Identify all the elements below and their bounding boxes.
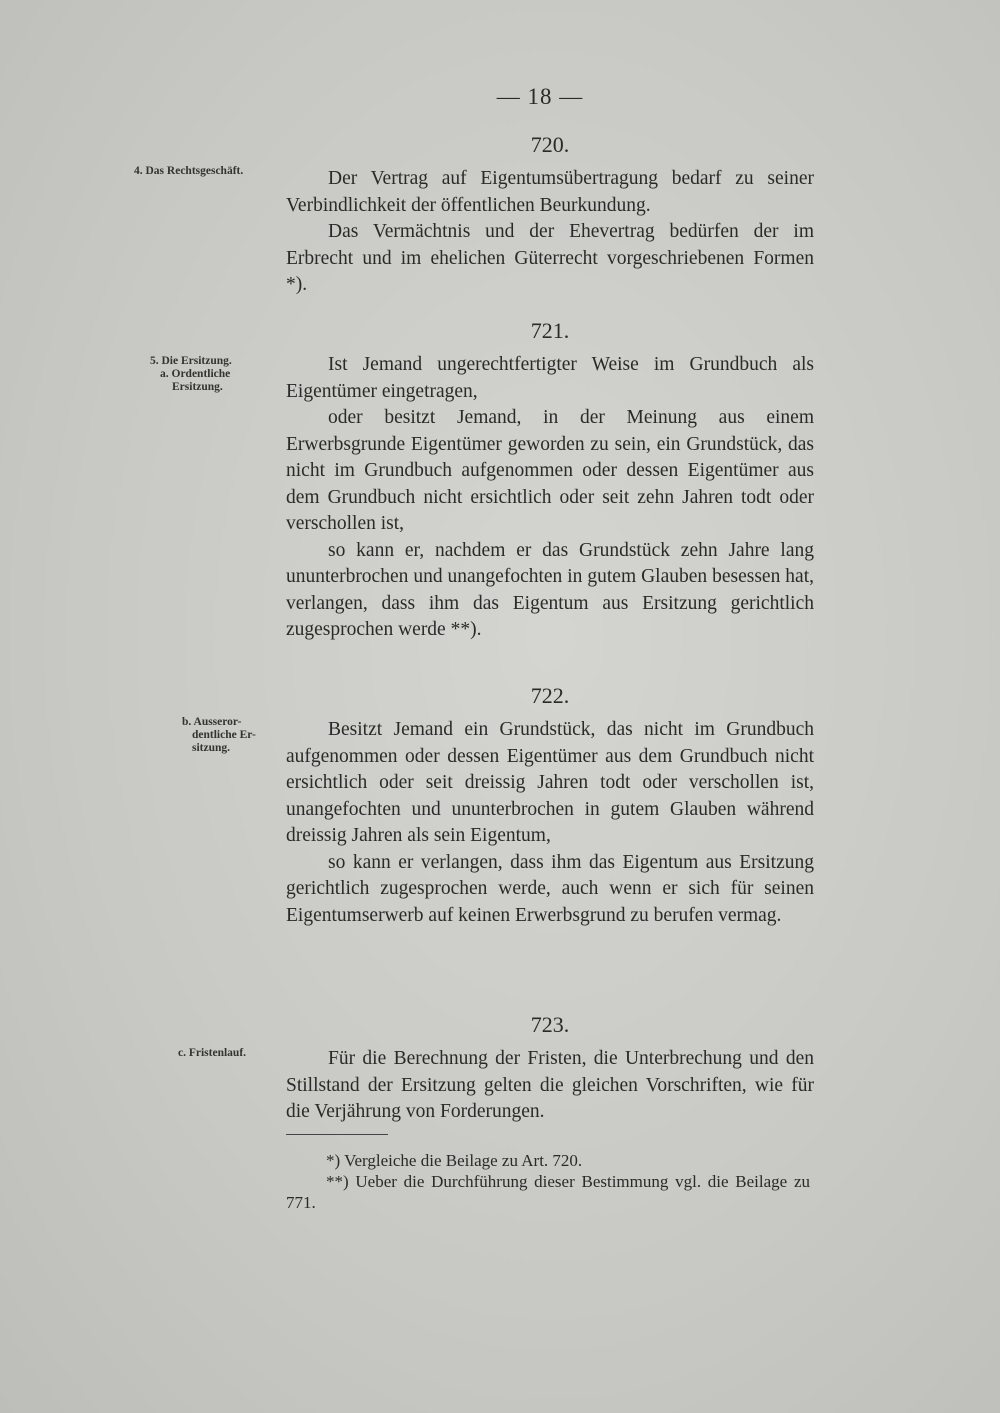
footnote: *) Vergleiche die Beilage zu Art. 720. bbox=[326, 1151, 583, 1170]
article-paragraph: Der Vertrag auf Eigentumsübertragung bedarf zu seiner Verbindlichkeit der öffentlichen Beurkundung. bbox=[286, 168, 814, 216]
article-number: 723. bbox=[530, 1012, 570, 1037]
article-paragraph: Ist Jemand ungerechtfertigter Weise im Grundbuch als Eigentümer eingetragen, bbox=[286, 354, 814, 402]
margin-note-720 bbox=[134, 165, 243, 178]
footnotes bbox=[286, 1150, 810, 1213]
article-paragraph: oder besitzt Jemand, in der Meinung aus einem Erwerbsgrunde Eigentümer geworden zu sein, ein Grundstück, das nicht im Grundbuch aufgenommen oder dessen Eigentümer aus dem Grundbuch nicht ersichtlich oder seit zehn Jahren todt oder verschollen ist, bbox=[286, 407, 814, 534]
article-721 bbox=[286, 318, 814, 644]
article-paragraph: Besitzt Jemand ein Grundstück, das nicht im Grundbuch aufgenommen oder dessen Eigentümer aus dem Grundbuch nicht ersichtlich oder seit dreissig Jahren todt oder verschollen ist, unangefochten und ununterbrochen in gutem Glauben während dreissig Jahren als sein Eigentum, bbox=[286, 719, 814, 846]
article-720 bbox=[286, 132, 814, 299]
margin-note-line: a. Ordentliche bbox=[160, 368, 231, 380]
margin-note-line: dentliche Er- bbox=[192, 729, 256, 741]
margin-note-723 bbox=[178, 1047, 246, 1060]
article-number: 720. bbox=[530, 132, 570, 157]
article-722 bbox=[286, 683, 814, 929]
margin-note-line: 4. Das Rechtsgeschäft. bbox=[134, 165, 244, 177]
article-number: 722. bbox=[530, 683, 570, 708]
footnote: **) Ueber die Durchführung dieser Bestimmung vgl. die Beilage zu 771. bbox=[286, 1172, 810, 1212]
article-paragraph: so kann er verlangen, dass ihm das Eigentum aus Ersitzung gerichtlich zugesprochen werde, auch wenn er sich für seinen Eigentumserwerb auf keinen Erwerbsgrund zu berufen vermag. bbox=[286, 851, 814, 926]
margin-note-line: sitzung. bbox=[192, 742, 231, 754]
article-number: 721. bbox=[530, 318, 570, 343]
margin-note-line: c. Fristenlauf. bbox=[178, 1047, 247, 1059]
article-paragraph: Für die Berechnung der Fristen, die Unterbrechung und den Stillstand der Ersitzung gelten die gleichen Vorschriften, wie für die Verjährung von Forderungen. bbox=[286, 1048, 814, 1122]
margin-note-line: b. Ausseror- bbox=[182, 716, 242, 728]
margin-note-line: Ersitzung. bbox=[172, 381, 223, 393]
footnote-divider bbox=[286, 1134, 388, 1135]
article-723 bbox=[286, 1012, 814, 1126]
article-paragraph: so kann er, nachdem er das Grundstück zehn Jahre lang ununterbrochen und unangefochten in gutem Glauben besessen hat, verlangen, dass ihm das Eigentum aus Ersitzung gerichtlich zugesprochen werde **). bbox=[286, 539, 814, 640]
margin-note-line: 5. Die Ersitzung. bbox=[150, 355, 232, 367]
margin-note-721 bbox=[150, 355, 232, 394]
margin-note-722 bbox=[182, 716, 256, 755]
page-number: — 18 — bbox=[496, 84, 584, 109]
article-paragraph: Das Vermächtnis und der Ehevertrag bedürfen der im Erbrecht und im ehelichen Güterrecht vorgeschriebenen Formen *). bbox=[286, 221, 814, 295]
